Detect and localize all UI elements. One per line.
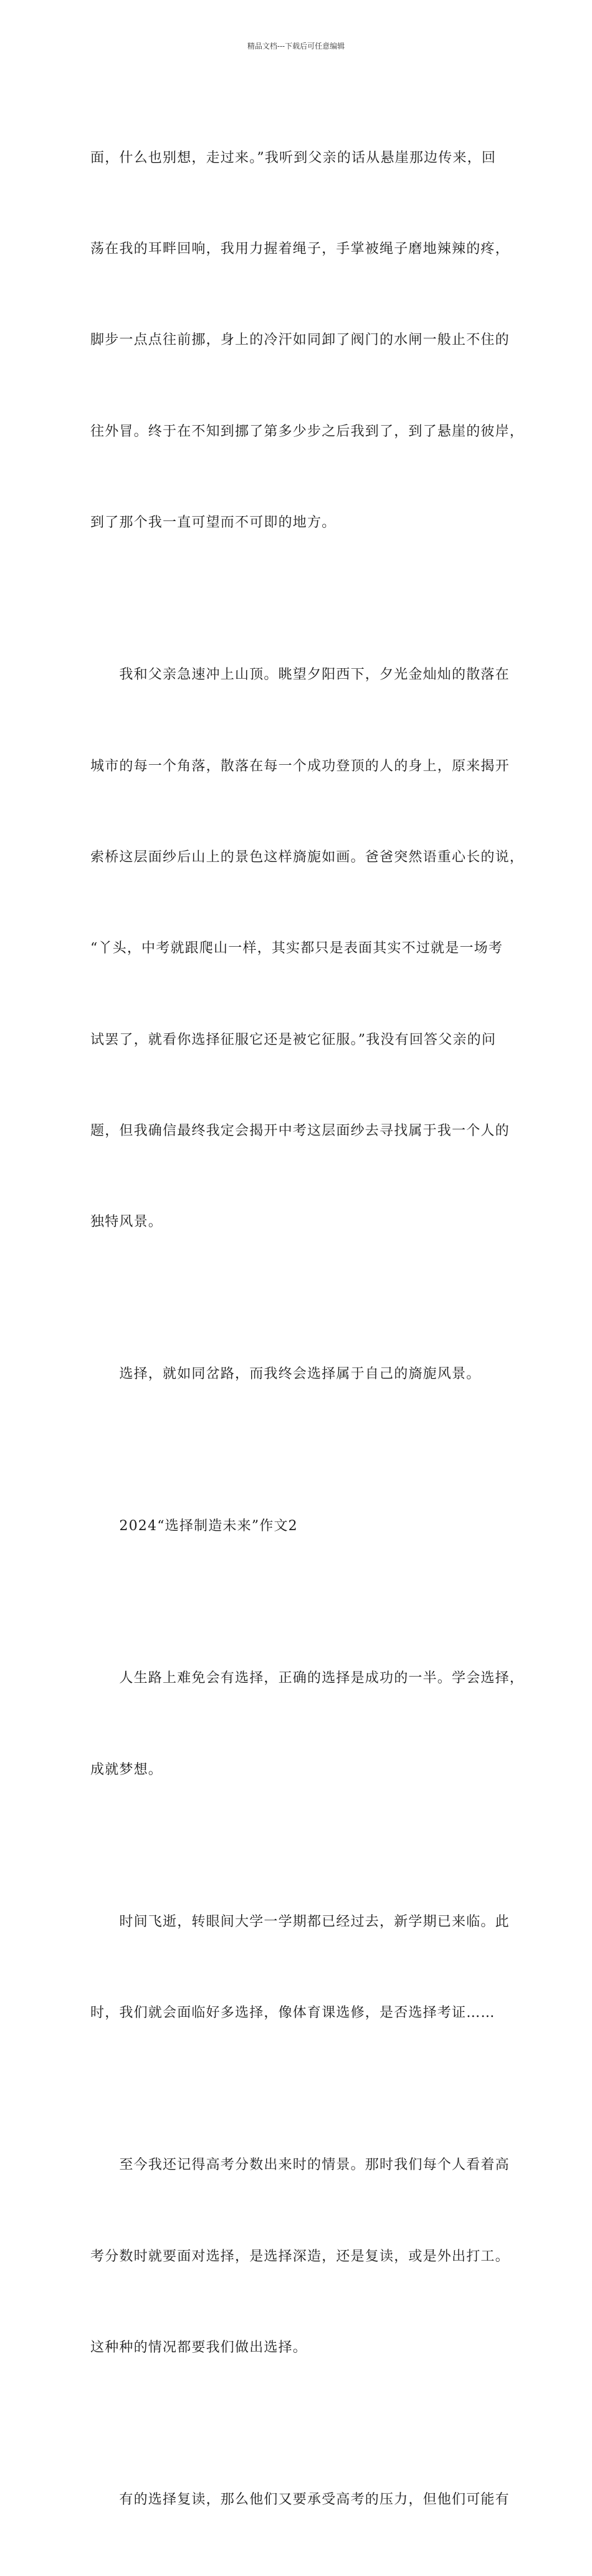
- paragraph: [90, 600, 525, 1299]
- paragraph: [90, 1603, 525, 1846]
- text-line: 时间飞逝，转眼间大学一学期都已经过去，新学期已来临。此: [90, 1913, 510, 1930]
- paragraph: [90, 1846, 511, 2089]
- text-line: 脚步一点点往前挪，身上的冷汗如同卸了阀门的水闸一般止不住的: [90, 332, 510, 348]
- text-line: 试罢了，就看你选择征服它还是被它征服。”我没有回答父亲的问: [90, 1032, 497, 1048]
- section-heading: [90, 1451, 511, 1603]
- text-line: “丫头，中考就跟爬山一样，其实都只是表面其实不过就是一场考: [90, 941, 504, 957]
- document-body: [90, 82, 525, 2576]
- text-line: 到了那个我一直可望而不可即的地方。: [90, 515, 337, 531]
- text-line: 考分数时就要面对选择，是选择深造，还是复读，或是外出打工。: [90, 2248, 510, 2264]
- text-line: 索桥这层面纱后山上的景色这样旖旎如画。爸爸突然语重心长的说，: [90, 849, 525, 865]
- text-line: 这种种的情况都要我们做出选择。: [90, 2339, 308, 2355]
- text-line: 面，什么也别想，走过来。”我听到父亲的话从悬崖那边传来，回: [90, 150, 497, 166]
- text-line: 成就梦想。: [90, 1761, 163, 1778]
- paragraph: [90, 1299, 511, 1451]
- page-header: 精品文档---下载后可任意编辑: [247, 42, 345, 50]
- text-line: 城市的每一个角落，散落在每一个成功登顶的人的身上，原来揭开: [90, 758, 510, 774]
- text-line: 往外冒。终于在不知到挪了第多少步之后我到了，到了悬崖的彼岸，: [90, 423, 525, 439]
- paragraph: [90, 82, 525, 600]
- text-line: 独特风景。: [90, 1214, 163, 1230]
- paragraph: [90, 2090, 511, 2425]
- text-line: 时，我们就会面临好多选择，像体育课选修，是否选择考证……: [90, 2005, 495, 2021]
- text-line: 题，但我确信最终我定会揭开中考这层面纱去寻找属于我一个人的: [90, 1123, 510, 1139]
- text-line: 荡在我的耳畔回响，我用力握着绳子，手掌被绳子磨地辣辣的疼，: [90, 241, 510, 257]
- text-line: 有的选择复读，那么他们又要承受高考的压力，但他们可能有: [90, 2491, 510, 2507]
- text-line: 人生路上难免会有选择，正确的选择是成功的一半。学会选择，: [90, 1670, 525, 1687]
- paragraph: [90, 2424, 511, 2576]
- text-line: 我和父亲急速冲上山顶。眺望夕阳西下，夕光金灿灿的散落在: [90, 667, 510, 683]
- text-line: 2024“选择制造未来”作文2: [90, 1518, 298, 1535]
- text-line: 至今我还记得高考分数出来时的情景。那时我们每个人看着高: [90, 2157, 510, 2173]
- text-line: 选择，就如同岔路，而我终会选择属于自己的旖旎风景。: [90, 1366, 481, 1382]
